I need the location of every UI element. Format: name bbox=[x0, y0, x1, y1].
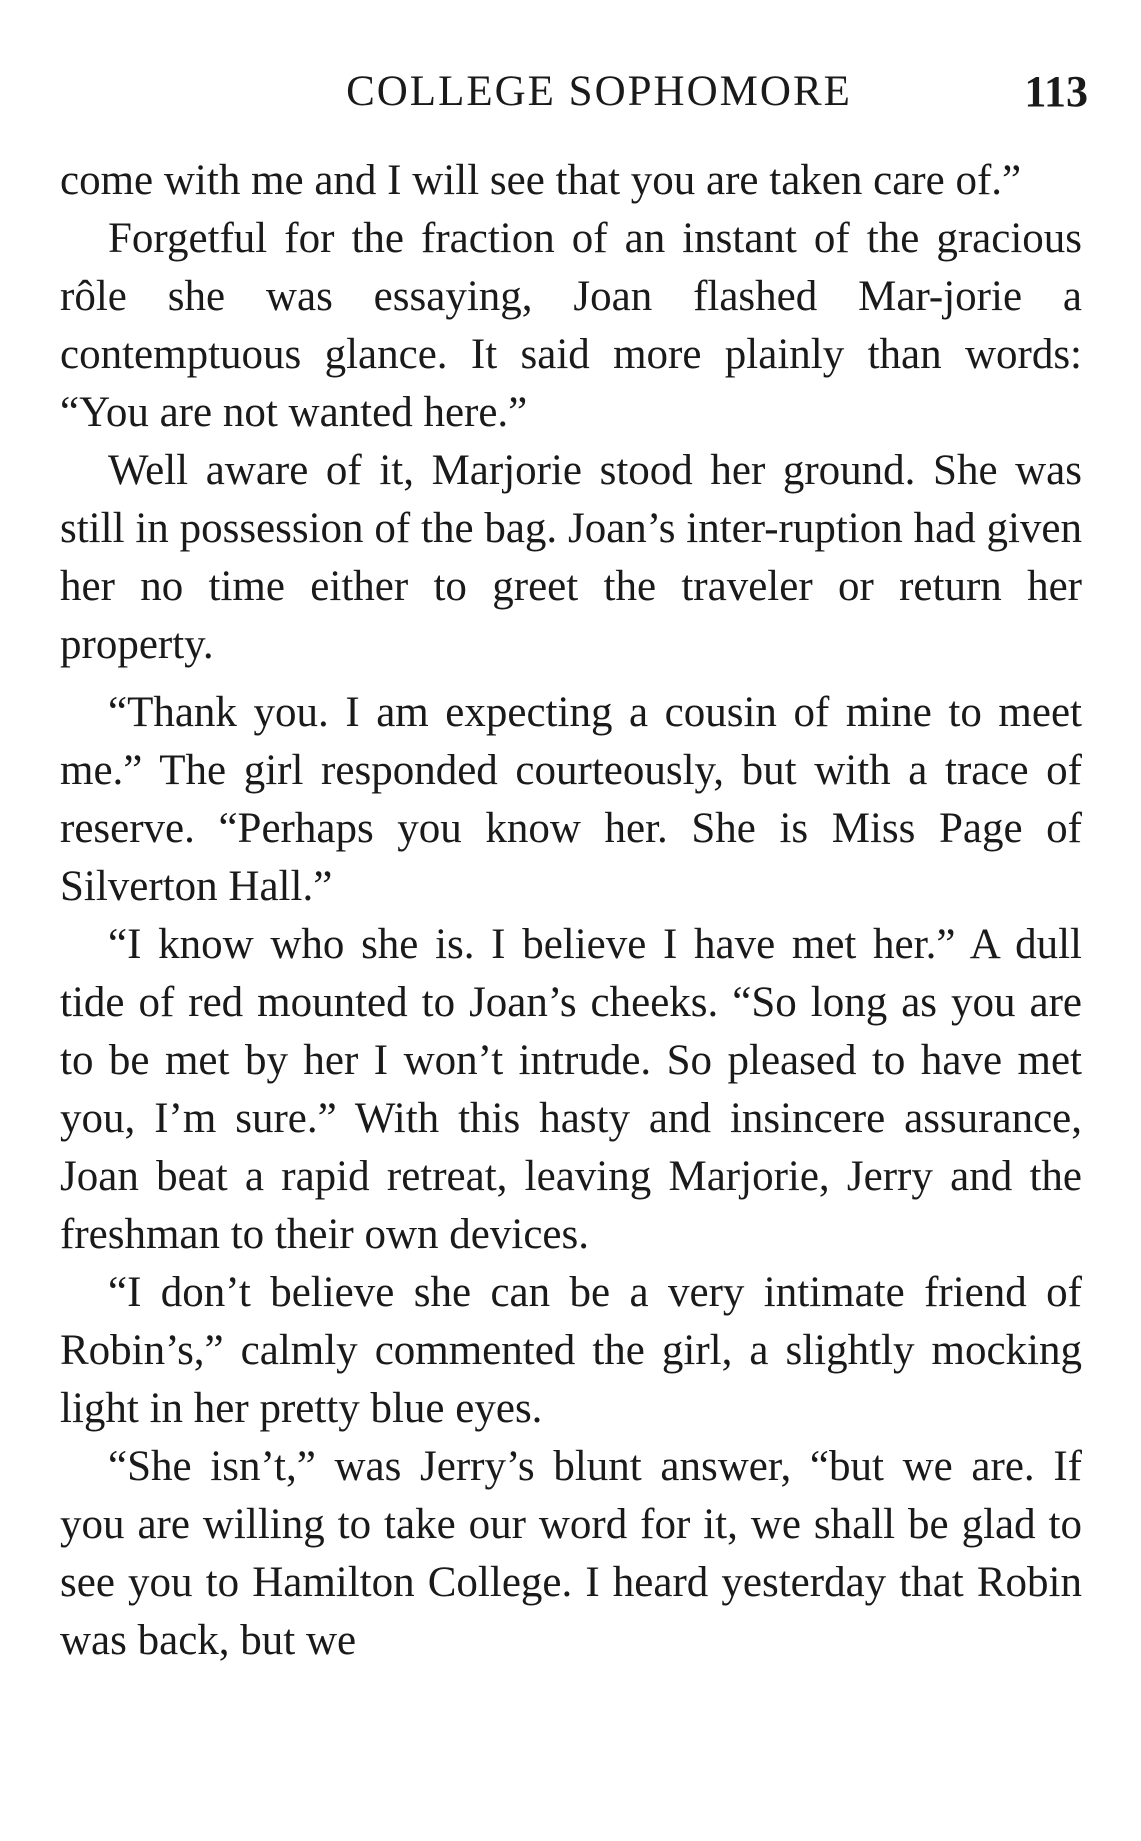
body-text bbox=[60, 152, 1082, 1670]
paragraph-4: “Thank you. I am expecting a cousin of mine to meet me.” The girl responded courteously, but with a trace of reserve. “Perhaps you know her. She is Miss Page of Silverton Hall.” bbox=[60, 689, 1082, 910]
paragraph-5: “I know who she is. I believe I have met her.” A dull tide of red mounted to Joan’s cheeks. “So long as you are to be met by her I won’t intrude. So pleased to have met you, I’m sure.” With this hasty and insincere assurance, Joan beat a rapid retreat, leaving Marjorie, Jerry and the freshman to their own devices. bbox=[60, 921, 1082, 1258]
paragraph-1: come with me and I will see that you are taken care of.” bbox=[60, 157, 1022, 204]
paragraph-2: Forgetful for the fraction of an instant of the gracious rôle she was essaying, Joan flashed Mar-jorie a contemptuous glance. It said more plainly than words: “You are not wanted here.” bbox=[60, 215, 1082, 436]
running-head bbox=[70, 62, 1088, 122]
paragraph-3: Well aware of it, Marjorie stood her ground. She was still in possession of the bag. Joan’s inter-ruption had given her no time either to greet the traveler or return her property. bbox=[60, 447, 1082, 668]
page-number: 113 bbox=[1024, 67, 1088, 116]
paragraph-6: “I don’t believe she can be a very intimate friend of Robin’s,” calmly commented the girl, a slightly mocking light in her pretty blue eyes. bbox=[60, 1269, 1082, 1432]
running-title: COLLEGE SOPHOMORE bbox=[346, 68, 852, 115]
paragraph-7: “She isn’t,” was Jerry’s blunt answer, “but we are. If you are willing to take our word for it, we shall be glad to see you to Hamilton College. I heard yesterday that Robin was back, but we bbox=[60, 1443, 1082, 1664]
